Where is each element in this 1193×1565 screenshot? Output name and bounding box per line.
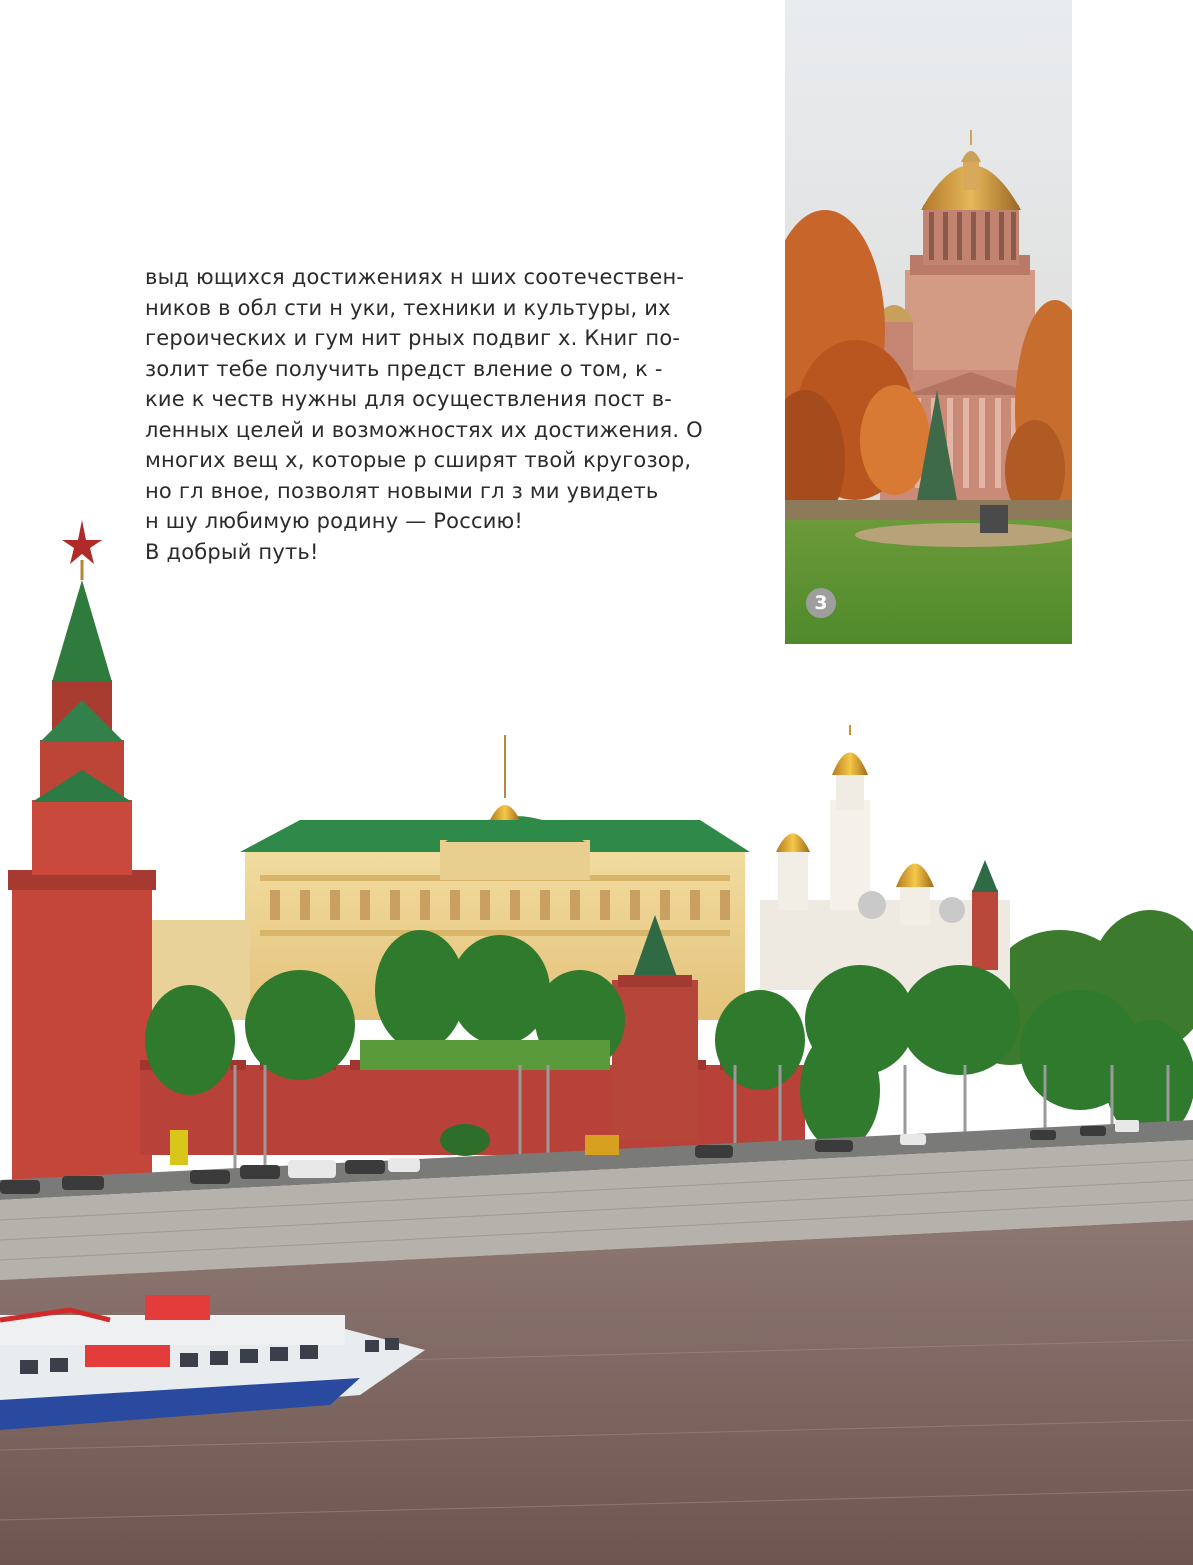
text-line: выд ющихся достижениях н ших соотечествен- [145,265,685,289]
text-line: многих вещ х, которые р сширят твой кругозор, [145,448,692,472]
text-line: но гл вное, позволят новыми гл з ми увидеть [145,478,659,503]
closing-line: В добрый путь! [145,539,319,564]
kremlin-panorama [0,520,1193,1565]
text-line: н шу любимую родину — Россию! [145,509,524,533]
text-line: ников в обл сти н уки, техники и культуры, их [145,295,671,320]
text-line: героических и гум нит рных подвиг х. Книг по- [145,326,681,350]
photo-number-badge: 3 [806,588,836,618]
text-line: золит тебе получить предст вление о том, к - [145,356,663,381]
text-line: кие к честв нужны для осуществления пост в- [145,387,673,411]
text-line: ленных целей и возможностях их достижения. О [145,417,703,442]
